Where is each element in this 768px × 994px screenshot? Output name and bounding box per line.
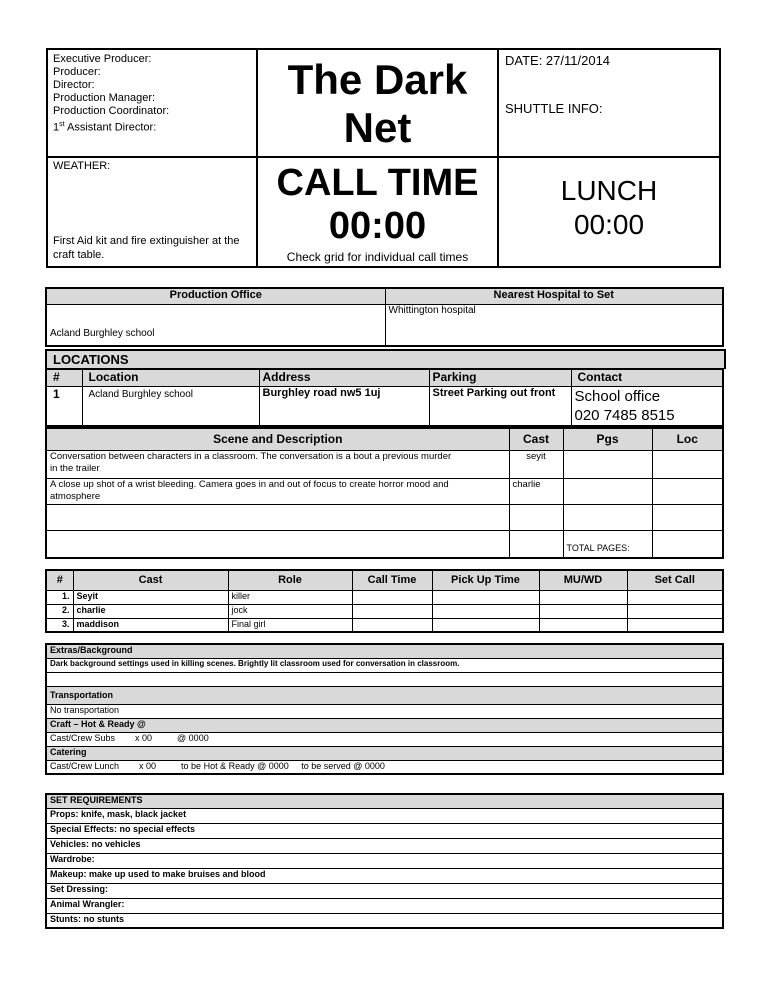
scene-total-row	[46, 530, 723, 558]
contact-phone: 020 7485 8515	[574, 406, 675, 424]
lunch-value: 00:00	[573, 209, 645, 240]
contact-name: School office	[574, 387, 661, 405]
producer-label: Producer:	[53, 66, 101, 78]
cast-col-call-time: Call Time	[352, 570, 432, 590]
weather-box	[46, 156, 258, 268]
call-time-value: 00:00	[328, 205, 427, 247]
extras-table	[45, 643, 724, 775]
cast-col-role: Role	[228, 570, 352, 590]
director-label: Director:	[53, 79, 95, 91]
scene-col-desc: Scene and Description	[46, 428, 509, 450]
animal-wrangler-row: Animal Wrangler:	[46, 898, 723, 913]
date-label: DATE: 27/11/2014	[505, 53, 611, 68]
hospital-header: Nearest Hospital to Set	[385, 288, 723, 304]
title-box	[256, 48, 499, 158]
set-requirements-table	[45, 793, 724, 929]
scene-col-pgs: Pgs	[563, 428, 652, 450]
call-time-box	[256, 156, 499, 268]
scene-row: Conversation between characters in a classroom. The conversation is a bout a previous murder in the trailer seyit	[46, 450, 723, 478]
cast-row: 1. Seyit killer	[46, 590, 723, 604]
loc-col-parking: Parking	[429, 369, 571, 386]
loc-col-location: Location	[82, 369, 259, 386]
call-time-note: Check grid for individual call times	[286, 250, 469, 264]
scene-row	[46, 504, 723, 530]
scene-row: A close up shot of a wrist bleeding. Camera goes in and out of focus to create horror mood and atmosphere charlie	[46, 478, 723, 504]
shuttle-label: SHUTTLE INFO:	[505, 101, 603, 116]
date-box	[497, 48, 721, 158]
scene-table	[45, 427, 724, 559]
transport-label: Transportation	[46, 686, 723, 704]
catering-label: Catering	[46, 746, 723, 760]
craft-label: Craft – Hot & Ready @	[46, 718, 723, 732]
production-manager-label: Production Manager:	[53, 92, 156, 104]
extras-value: Dark background settings used in killing scenes. Brightly lit classroom used for conversation in classroom.	[46, 658, 723, 672]
first-aid-note: First Aid kit and fire extinguisher at the craft table.	[53, 235, 240, 261]
first-ad-label: 1st Assistant Director:	[53, 121, 157, 134]
executive-producer-label: Executive Producer:	[53, 53, 152, 65]
production-office-header: Production Office	[46, 288, 385, 304]
vehicles-row: Vehicles: no vehicles	[46, 838, 723, 853]
cast-col-set-call: Set Call	[627, 570, 723, 590]
wardrobe-row: Wardrobe:	[46, 853, 723, 868]
cast-row: 3. maddison Final girl	[46, 618, 723, 632]
total-pages-label: TOTAL PAGES:	[563, 530, 652, 558]
catering-value: Cast/Crew Lunch x 00 to be Hot & Ready @ 0000 to be served @ 0000	[46, 760, 723, 774]
scene-col-loc: Loc	[652, 428, 723, 450]
scene-col-cast: Cast	[509, 428, 563, 450]
hospital-value: Whittington hospital	[385, 304, 723, 346]
loc-col-num: #	[46, 369, 82, 386]
call-time-label: CALL TIME	[276, 162, 479, 204]
crew-box	[46, 48, 258, 158]
locations-title: LOCATIONS	[45, 349, 726, 369]
weather-label: WEATHER:	[53, 160, 111, 172]
stunts-row: Stunts: no stunts	[46, 913, 723, 928]
lunch-label: LUNCH	[560, 175, 658, 206]
production-title: The Dark Net	[287, 56, 468, 151]
loc-col-address: Address	[259, 369, 429, 386]
props-row: Props: knife, mask, black jacket	[46, 808, 723, 823]
set-dressing-row: Set Dressing:	[46, 883, 723, 898]
cast-col-muwd: MU/WD	[539, 570, 627, 590]
lunch-box	[497, 156, 721, 268]
craft-value: Cast/Crew Subs x 00 @ 0000	[46, 732, 723, 746]
special-effects-row: Special Effects: no special effects	[46, 823, 723, 838]
location-row: 1 Acland Burghley school Burghley road nw5 1uj Street Parking out front School office 020 7485 8515	[46, 386, 723, 426]
cast-col-num: #	[46, 570, 73, 590]
cast-row: 2. charlie jock	[46, 604, 723, 618]
cast-col-pickup: Pick Up Time	[432, 570, 539, 590]
production-office-value: Acland Burghley school	[46, 304, 385, 346]
transport-value: No transportation	[46, 704, 723, 718]
makeup-row: Makeup: make up used to make bruises and blood	[46, 868, 723, 883]
set-requirements-title: SET REQUIREMENTS	[46, 794, 723, 808]
office-table	[45, 287, 724, 347]
loc-col-contact: Contact	[571, 369, 723, 386]
locations-table	[45, 368, 724, 427]
cast-table	[45, 569, 724, 633]
cast-col-cast: Cast	[73, 570, 228, 590]
extras-label: Extras/Background	[46, 644, 723, 658]
production-coordinator-label: Production Coordinator:	[53, 105, 170, 117]
